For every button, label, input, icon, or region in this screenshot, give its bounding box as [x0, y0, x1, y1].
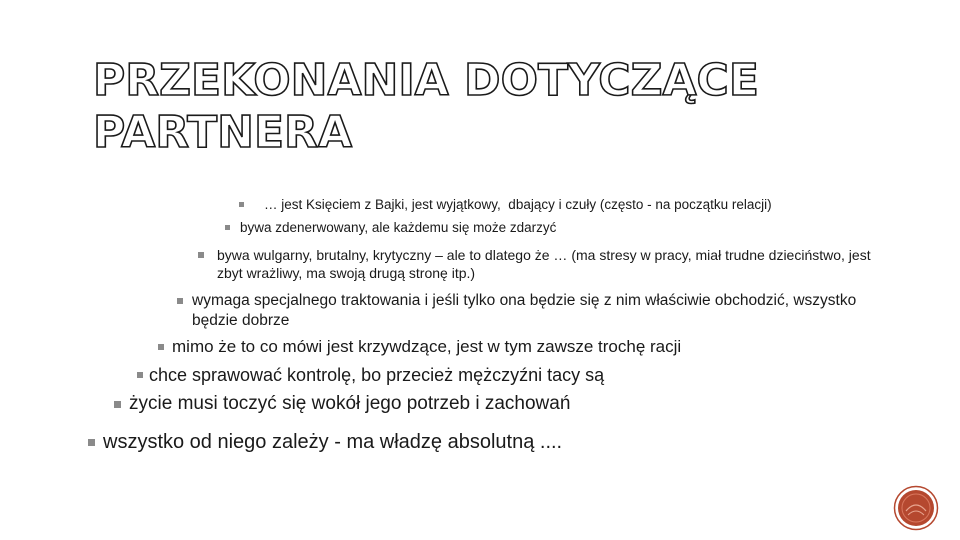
bullet-item-1 [252, 196, 892, 214]
bullet-marker-icon [114, 401, 121, 408]
bullet-marker-icon [225, 225, 230, 230]
slide-title: PRZEKONANIA DOTYCZĄCE PARTNERA [93, 55, 759, 158]
bullet-text: życie musi toczyć się wokół jego potrzeb i zachowań [129, 393, 571, 414]
bullet-marker-icon [198, 252, 204, 258]
bullet-item-3 [203, 246, 873, 282]
bullet-text: … jest Księciem z Bajki, jest wyjątkowy, dbający i czuły (często - na początku relacji) [264, 197, 772, 212]
bullet-marker-icon [88, 439, 95, 446]
round-emblem-icon [893, 485, 939, 531]
bullet-marker-icon [239, 202, 244, 207]
bullet-item-5 [155, 336, 855, 358]
bullet-text: wszystko od niego zależy - ma władzę absolutną .... [103, 431, 563, 453]
bullet-text: wymaga specjalnego traktowania i jeśli tylko ona będzie się z nim właściwie obchodzić, wszystko będzie dobrze [192, 292, 861, 329]
bullet-marker-icon [177, 298, 183, 304]
bullet-text: mimo że to co mówi jest krzywdzące, jest w tym zawsze trochę racji [172, 337, 682, 356]
bullet-item-7 [110, 391, 810, 417]
bullet-item-8 [86, 428, 786, 456]
bullet-text: chce sprawować kontrolę, bo przecież mężczyźni tacy są [149, 365, 605, 385]
bullet-item-6 [133, 363, 833, 387]
bullet-marker-icon [137, 372, 143, 378]
bullet-item-4 [177, 291, 861, 331]
bullet-marker-icon [158, 344, 164, 350]
bullet-item-2 [228, 219, 868, 237]
bullet-text: bywa zdenerwowany, ale każdemu się może zdarzyć [240, 220, 557, 235]
bullet-text: bywa wulgarny, brutalny, krytyczny – ale to dlatego że … (ma stresy w pracy, miał trudne dzieciństwo, jest zbyt wrażliwy, ma swoją drugą stronę itp.) [217, 247, 875, 281]
